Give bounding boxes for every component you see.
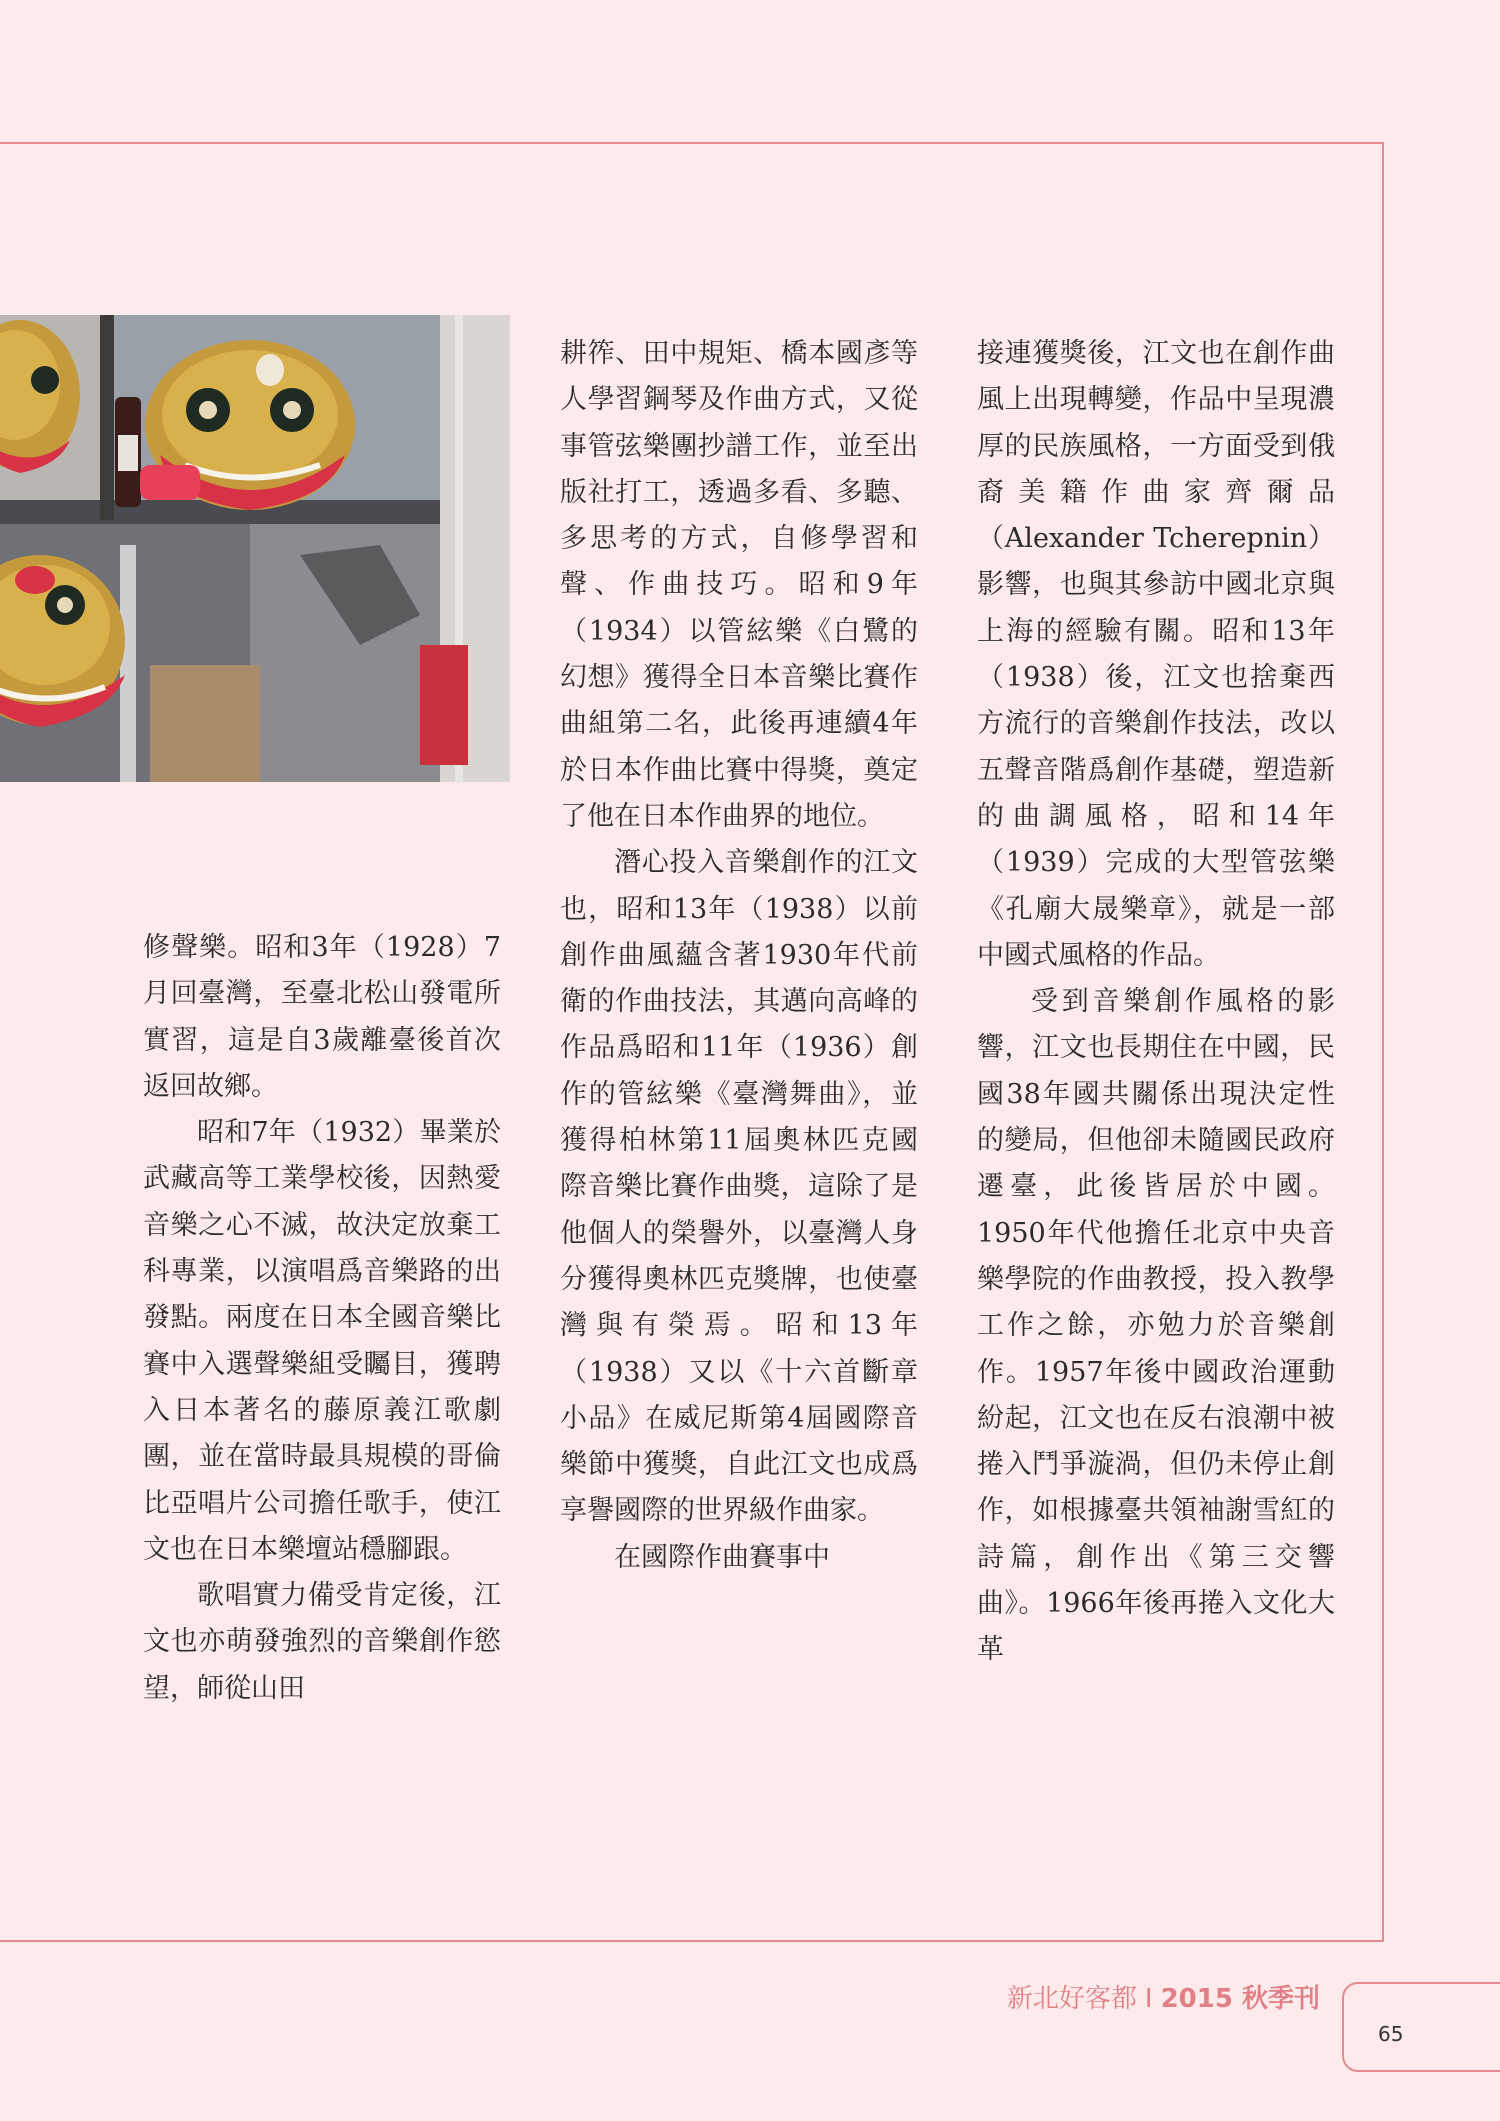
article-column-2 bbox=[560, 331, 918, 1581]
running-footer bbox=[1000, 1978, 1320, 2015]
paragraph: 昭和7年（1932）畢業於武藏高等工業學校後，因熱愛音樂之心不滅，故決定放棄工科專業，以演唱爲音樂路的出發點。兩度在日本全國音樂比賽中入選聲樂組受矚目，獲聘入日本著名的藤原義江歌劇團，並在當時最具規模的哥倫比亞唱片公司擔任歌手，使江文也在日本樂壇站穩腳跟。 bbox=[143, 1117, 501, 1565]
paragraph: 歌唱實力備受肯定後，江文也亦萌發強烈的音樂創作慾望，師從山田 bbox=[143, 1580, 501, 1704]
paragraph: 耕筰、田中規矩、橋本國彥等人學習鋼琴及作曲方式，又從事管弦樂團抄譜工作，並至出版社打工，透過多看、多聽、多思考的方式，自修學習和聲、作曲技巧。昭和9年（1934）以管絃樂《白鷺的幻想》獲得全日本音樂比賽作曲組第二名，此後再連續4年於日本作曲比賽中得獎，奠定了他在日本作曲界的地位。 bbox=[560, 338, 918, 832]
article-column-3 bbox=[977, 331, 1335, 1674]
footer-separator: I bbox=[1144, 1984, 1153, 2014]
lion-masks-photo bbox=[0, 315, 510, 782]
magazine-name: 新北好客都 bbox=[1006, 1984, 1137, 2014]
article-column-1 bbox=[143, 925, 501, 1712]
paragraph: 接連獲獎後，江文也在創作曲風上出現轉變，作品中呈現濃厚的民族風格，一方面受到俄裔美籍作曲家齊爾品（Alexander Tcherepnin）影響，也與其參訪中國北京與上海的經驗有關。昭和13年（1938）後，江文也捨棄西方流行的音樂創作技法，改以五聲音階爲創作基礎，塑造新的曲調風格，昭和14年（1939）完成的大型管弦樂《孔廟大晟樂章》，就是一部中國式風格的作品。 bbox=[977, 338, 1335, 971]
paragraph: 潛心投入音樂創作的江文也，昭和13年（1938）以前創作曲風蘊含著1930年代前衛的作曲技法，其邁向高峰的作品爲昭和11年（1936）創作的管絃樂《臺灣舞曲》，並獲得柏林第11屆奧林匹克國際音樂比賽作曲獎，這除了是他個人的榮譽外，以臺灣人身分獲得奧林匹克獎牌，也使臺灣與有榮焉。昭和13年（1938）又以《十六首斷章小品》在威尼斯第4屆國際音樂節中獲獎，自此江文也成爲享譽國際的世界級作曲家。 bbox=[560, 847, 918, 1527]
page-number-tab bbox=[1342, 1982, 1500, 2072]
paragraph: 受到音樂創作風格的影響，江文也長期住在中國，民國38年國共關係出現決定性的變局，但他卻未隨國民政府遷臺，此後皆居於中國。1950年代他擔任北京中央音樂學院的作曲教授，投入教學工作之餘，亦勉力於音樂創作。1957年後中國政治運動紛起，江文也在反右浪潮中被捲入鬥爭漩渦，但仍未停止創作，如根據臺共領袖謝雪紅的詩篇，創作出《第三交響曲》。1966年後再捲入文化大革 bbox=[977, 986, 1335, 1666]
issue-label: 2015 秋季刊 bbox=[1160, 1984, 1320, 2014]
page-number: 65 bbox=[1378, 2022, 1404, 2046]
paragraph: 在國際作曲賽事中 bbox=[614, 1541, 830, 1573]
paragraph: 修聲樂。昭和3年（1928）7月回臺灣，至臺北松山發電所實習，這是自3歲離臺後首次返回故鄉。 bbox=[143, 932, 501, 1102]
